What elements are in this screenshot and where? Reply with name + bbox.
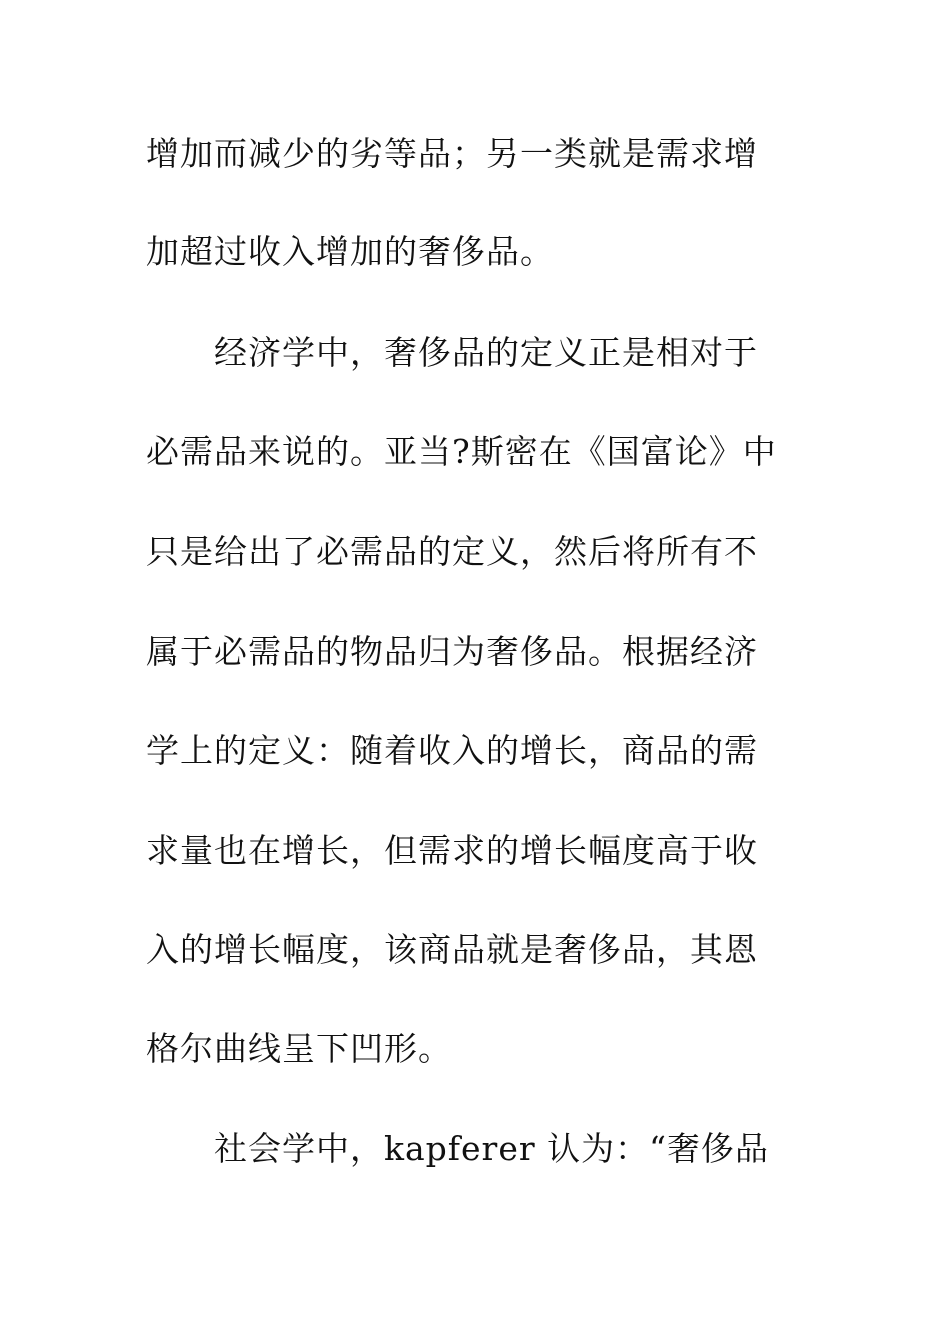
text-line: 必需品来说的。亚当?斯密在《国富论》中	[146, 432, 777, 471]
paragraph-start-line: 社会学中，kapferer 认为：“奢侈品	[214, 1129, 769, 1168]
text-line: 增加而减少的劣等品；另一类就是需求增	[146, 134, 758, 173]
text-line: 属于必需品的物品归为奢侈品。根据经济	[146, 632, 758, 671]
text-line: 入的增长幅度，该商品就是奢侈品，其恩	[146, 930, 758, 969]
paragraph-start-line: 经济学中，奢侈品的定义正是相对于	[214, 333, 758, 372]
text-line: 求量也在增长，但需求的增长幅度高于收	[146, 831, 758, 870]
text-line: 学上的定义：随着收入的增长，商品的需	[146, 731, 758, 770]
text-line: 格尔曲线呈下凹形。	[146, 1029, 452, 1068]
text-line: 只是给出了必需品的定义，然后将所有不	[146, 532, 758, 571]
text-line: 加超过收入增加的奢侈品。	[146, 232, 554, 271]
